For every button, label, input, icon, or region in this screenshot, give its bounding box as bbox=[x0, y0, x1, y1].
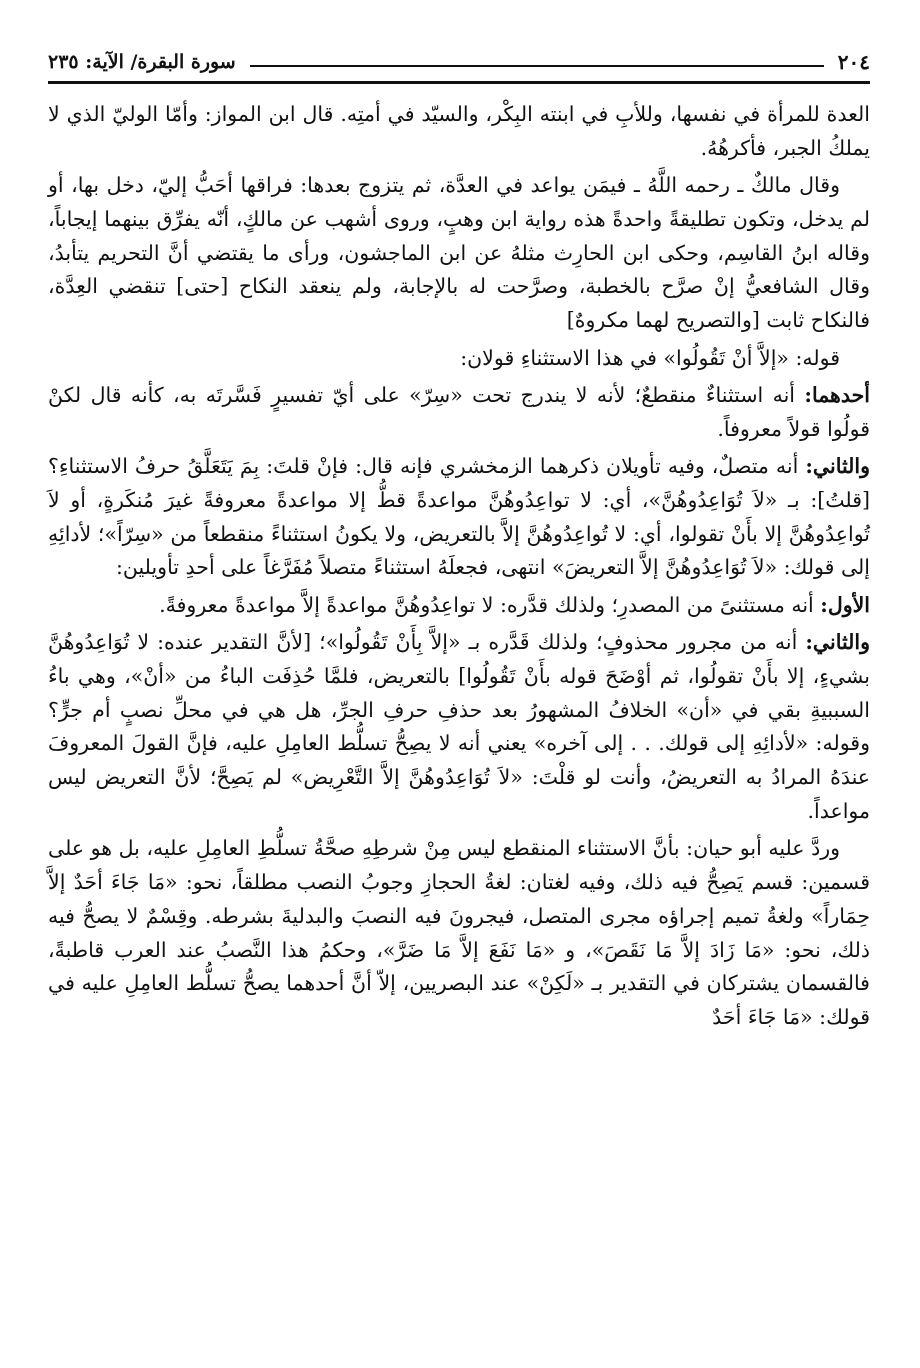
paragraph-lead-term: والثاني: bbox=[805, 629, 870, 654]
paragraph-text: أنه استثناءٌ منقطعٌ؛ لأنه لا يندرج تحت «سِرّ» على أيّ تفسيرٍ فَسَّرتَه به، كأنه قال لكنْ قولُوا قولاً معروفاً. bbox=[48, 382, 870, 441]
paragraph-lead-term: الأول: bbox=[820, 592, 870, 617]
paragraph bbox=[48, 98, 870, 166]
paragraph bbox=[48, 589, 870, 623]
paragraph-text: قوله: «إلاَّ أنْ تَقُولُوا» في هذا الاستثناءِ قولان: bbox=[460, 345, 840, 370]
body-text bbox=[48, 98, 870, 1035]
paragraph-text: أنه متصلٌ، وفيه تأويلان ذكرهما الزمخشري فإنه قال: فإنْ قلتَ: بِمَ يَتَعَلَّقُ حرفُ الاستثناءِ؟ [قلتُ]: بـ «لاَ تُوَاعِدُوهُنَّ»، أي: لا تواعِدُوهُنَّ مواعدةً قطُّ إلا مواعدةً معروفةً غيرَ مُنكَرةٍ، أو لاَ تُواعِدُوهُنَّ إلا بأَنْ تقولوا، أي: لا تُواعِدُوهُنَّ إلاَّ بالتعريض، ولا يكونُ استثناءً منقطعاً من «سِرّاً»؛ لأدائِهِ إلى قولك: «لاَ تُوَاعِدُوهُنَّ إلاَّ التعريضَ» انتهى، فجعلَهُ استثناءً متصلاً مُفَرَّغاً على أحدِ تأويلين: bbox=[48, 453, 870, 580]
paragraph bbox=[48, 450, 870, 585]
surah-reference: سورة البقرة/ الآية: ٢٣٥ bbox=[48, 51, 236, 73]
header-divider bbox=[48, 81, 870, 84]
paragraph-text: أنه مستثنىً من المصدرِ؛ ولذلك قدَّره: لا تواعِدُوهُنَّ مواعدةً إلاَّ مواعدةً معروفةً. bbox=[159, 592, 821, 617]
paragraph bbox=[48, 626, 870, 829]
paragraph-text: وردَّ عليه أبو حيان: بأنَّ الاستثناء المنقطع ليس مِنْ شرطِهِ صحَّةُ تسلُّطِ العامِلِ عليه، بل هو على قسمين: قسم يَصِحُّ فيه ذلك، وفيه لغتان: لغةُ الحجازِ وجوبُ النصب مطلقاً، نحو: «مَا جَاءَ أحَدٌ إلاَّ حِمَاراً» ولغةُ تميم إجراؤه مجرى المتصل، فيجرونَ فيه النصبَ والبدليةَ بشرطه. وقِسْمٌ لا يصحُّ فيه ذلك، نحو: «مَا زَادَ إلاَّ مَا نَقَصَ»، و «مَا نَفَعَ إلاَّ مَا ضَرَّ»، وحكمُ هذا النَّصبُ عند العرب قاطبةً، فالقسمان يشتركان في التقدير بـ «لَكِنْ» عند البصريين، إلاّ أنَّ أحدهما يصحُّ تسلُّط العامِلِ عليه في قولك: «مَا جَاءَ أحَدٌ bbox=[48, 836, 870, 1030]
header-rule bbox=[250, 65, 824, 67]
paragraph-lead-term: أحدهما: bbox=[804, 382, 870, 407]
paragraph-text: وقال مالكٌ ـ رحمه اللَّهُ ـ فيمَن يواعد في العدَّة، ثم يتزوج بعدها: فراقها أحَبُّ إليّ، دخل بها، أو لم يدخل، وتكون تطليقةً واحدةً هذه رواية ابن وهبٍ، وروى أشهب عن مالكٍ، أنّه يفرِّق بينهما إيجاباً، وقاله ابنُ القاسِم، وحكى ابن الحارِث مثلهُ عن ابن الماجشون، ورأى ما يقتضي أنَّ التحريم يتأبدُ، وقال الشافعيُّ إنْ صرَّح بالخطبة، وصرَّحت له بالإجابة، ولم ينعقد النكاح [حتى] تنقضي العِدَّة، فالنكاح ثابت [والتصريح لهما مكروهٌ] bbox=[48, 173, 870, 333]
page-number: ٢٠٤ bbox=[837, 50, 870, 74]
paragraph-text: أنه من مجرور محذوفٍ؛ ولذلك قَدَّره بـ «إلاَّ بِأَنْ تَقُولُوا»؛ [لأنَّ التقدير عنده: لا تُوَاعِدُوهُنَّ بشيءٍ، إلا بأَنْ تقولُوا، ثم أوْضَحَ قوله بأَنْ تَقُولُوا] بالتعريض، فلمَّا حُذِفَت الباءُ من «أنْ»، وهي باءُ السببيةِ بقي في «أن» الخلافُ المشهورُ بعد حذفِ حرفِ الجرِّ، هل هي في محلِّ نصبٍ أم جرٍّ؟ وقوله: «لأدائِهِ إلى قولك. . . إلى آخره» يعني أنه لا يصِحُّ تسلُّط العامِلِ عليه، فإنَّ القولَ المعروفَ عندَهُ المرادُ به التعريضُ، وأنت لو قلْتَ: «لاَ تُوَاعِدُوهُنَّ إلاَّ التَّعْرِيض» لم يَصِحَّ؛ لأنَّ التعريض ليس مواعداً. bbox=[48, 629, 870, 823]
paragraph bbox=[48, 342, 870, 376]
paragraph bbox=[48, 169, 870, 338]
paragraph bbox=[48, 832, 870, 1035]
paragraph-text: العدة للمرأة في نفسها، وللأبِ في ابنته البِكْر، والسيّد في أمتِه. قال ابن المواز: وأمّا الوليّ الذي لا يملكُ الجبر، فأكرهُهُ. bbox=[48, 102, 870, 160]
running-header bbox=[48, 38, 870, 74]
book-page bbox=[48, 38, 870, 1348]
paragraph-lead-term: والثاني: bbox=[805, 453, 870, 478]
paragraph bbox=[48, 379, 870, 447]
